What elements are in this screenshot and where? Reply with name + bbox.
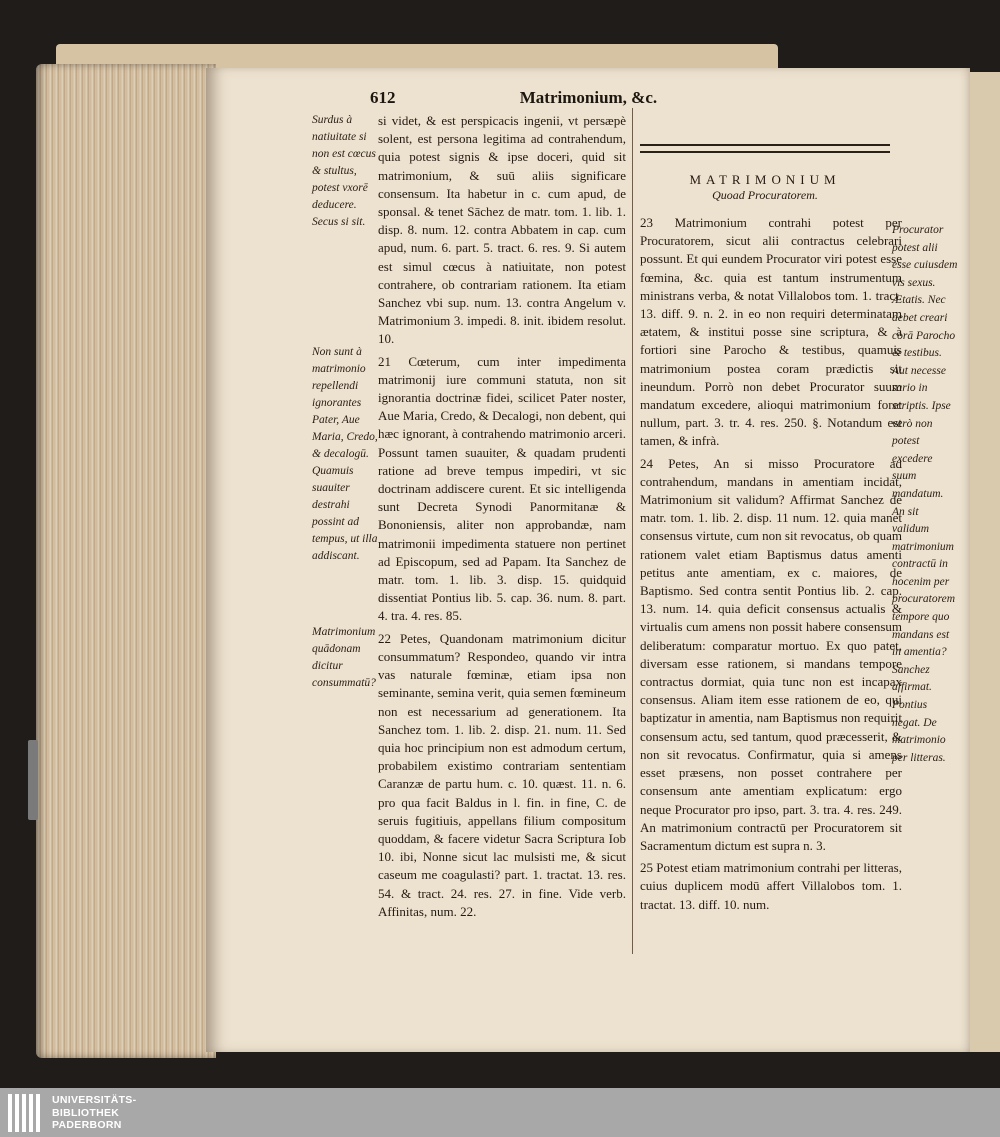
book-clip [28,740,38,820]
left-margin-note-3: Matrimonium quādonam dicitur consummatū? [312,626,376,689]
column-divider [632,108,633,954]
facing-page-edge [968,72,1000,1052]
running-head-title: Matrimonium, &c. [519,88,658,107]
library-footer [0,1088,1000,1137]
section-subtitle: Quoad Procuratorem. [712,188,818,202]
library-name-line3: PADERBORN [52,1119,122,1131]
library-logo-icon [8,1094,50,1132]
running-header [370,88,657,108]
section-title: MATRIMONIUM [689,172,841,187]
paragraph-25: 25 Potest etiam matrimonium contrahi per litteras, cuius duplicem modū affert Villalobos tom. 1. tractat. 13. diff. 10. num. [640,860,902,912]
library-name-line1: UNIVERSITÄTS- [52,1094,137,1106]
section-rule [640,144,890,153]
paragraph-23: 23 Matrimonium contrahi potest per Procuratorem, sicut alii contractus celebrari possunt. Et qui eundem Procurator viri potest esse fœmina, &c. quia est tantum instrumentum ministrans verba, & notat Villalobos tom. 1. tract. 13. diff. 9. n. 2. in eo non requiri determinatam ætatem, & institui posse sine scriptura, & à fortiori sine Parocho & testibus, quamuis matrimonium postea coram prædictis sit ineundum. Porrò non debet Procurator suum mandatum excedere, alioqui matrimonium foret nullum, part. 3. tr. 4. res. 250. §. Notandum est tamen, & infrà. [640,215,902,449]
book-page-edges [36,64,216,1058]
paragraph-21: 21 Cœterum, cum inter impedimenta matrimonij iure communi statuta, non sit ignorantia doctrinæ fidei, scilicet Pater noster, Aue Maria, Credo, & Decalogi, non debent, qui hæc ignorant, à contrahendo matrimonio arceri. Possunt tamen suauiter, & quadam prudenti ratione ad breve tempus impediri, vt sic doctrinam addiscere curent. Et sic intelligenda sunt Decreta Synodi Panormitanæ & Bononiensis, aliter non approbandæ, nam matrimonii impedimenta statuere non pertinet ad Episcopum, sed ad Papam. Ita Sanchez de matr. tom. 1. lib. 3. disp. 15. quidquid dissentiat Pontius lib. 5. cap. 36. num. 8. part. 4. tra. 4. res. 85. [378,353,627,624]
library-name-line2: BIBLIOTHEK [52,1106,120,1119]
paragraph-20: si videt, & est perspicacis ingenii, vt persæpè solent, est persona legitima ad contrahendum, quia potest signis & ipse doceri, quid sit matrimonium, & suū aliis significare consensum. Ita habetur in c. cum apud, de sponsal. & tenet Sāchez de matr. tom. 1. lib. 1. disp. 8. num. 12. contra Abbatem in cap. cum apud, num. 6. part. 5. tract. 6. res. 9. Si autem est simul cœcus à natiuitate, non potest contrahere, ob contrariam rationem. Ita etiam Sanchez vbi sup. num. 13. contra Angelum v. Matrimonium 3. impedi. 8. init. ibidem resolut. 10. [378,113,626,347]
left-column [378,112,626,925]
library-name [52,1094,136,1132]
page-number: 612 [370,88,396,107]
right-margin-notes: Procurator potest alii esse cuiusdem vis sexus. Ætatis. Nec debet creari corā Parocho & testibus. Aut necesse sario in scriptis. Ipse verò non potest excedere suum mandatum. An sit validum matrimonium contractū in hocenim per procuratorem tempore quo mandans est in amentia? Sanchez affirmat. Pontius negat. De matrimonio per litteras. [892,224,958,764]
paragraph-22: 22 Petes, Quandonam matrimonium dicitur consummatum? Respondeo, quando vir intra vas naturale fœminæ, etiam ipsa non seminante, semina verit, quia semen fœmineum non est necessarium ad generationem. Ita Sanchez tom. 1. lib. 2. disp. 21. num. 11. Sed quia hoc principium non est admodum certum, probabilem existimo contrariam sententiam Caranzæ de partu hum. c. 10. quæst. 11. n. 6. pro qua facit Baldus in l. fin. in fine, C. de seruis fugitiuis, appellans filium compositum quoddam, & facere videtur Sacra Scriptura Iob 10. ibi, Nonne sicut lac mulsisti me, & sicut caseum me coagulasti? part. 1. tractat. 13. res. 54. & tract. 24. res. 27. in fine. Vide verb. Affinitas, num. 22. [378,630,627,919]
paragraph-24: 24 Petes, An si misso Procuratore ad contrahendum, mandans in amentiam incidat, Matrimonium sit validum? Affirmat Sanchez de matr. tom. 1. lib. 2. disp. 11 num. 12. quia manet consensus virtute, cum non sit revocatus, ob quam rationem valet etiam Baptismus datus amenti petitus ante amentiam, ex c. maiores, de Baptismo. Sed contra sentit Pontius lib. 2. cap. 13. num. 14. quia deficit consensus actualis & virtualis cum amens non possit habere consensum deliberatum: comparatur mortuo. Ex quo patet, diversam esse rationem, si mandans tempore contractus dormiat, quia tunc non est incapax consensus. Aliam item esse rationem de eo, qui baptizatur in amentia, nam Baptismus non requirit consensum actu, sed tantum, quod præcesserit, & non sit revocatus. Confirmatur, quia si amens esset præsens, non posset contrahere per consensum ante amentiam explicatum: ergo neque Procurator pro ipso, part. 3. tra. 4. res. 249. An matrimonium contractū per Procuratorem sit Sacramentum dictum est supra n. 3. [640,455,902,853]
right-column [640,214,902,918]
left-margin-note-1: Surdus à natiuitate si non est cœcus & stultus, potest vxorē deducere. Secus si sit. [312,114,376,228]
left-margin-note-2: Non sunt à matrimonio repellendi ignorantes Pater, Aue Maria, Credo, & decalogū. Quamuis suauiter destrahi possint ad tempus, ut illa addiscant. [312,346,378,562]
